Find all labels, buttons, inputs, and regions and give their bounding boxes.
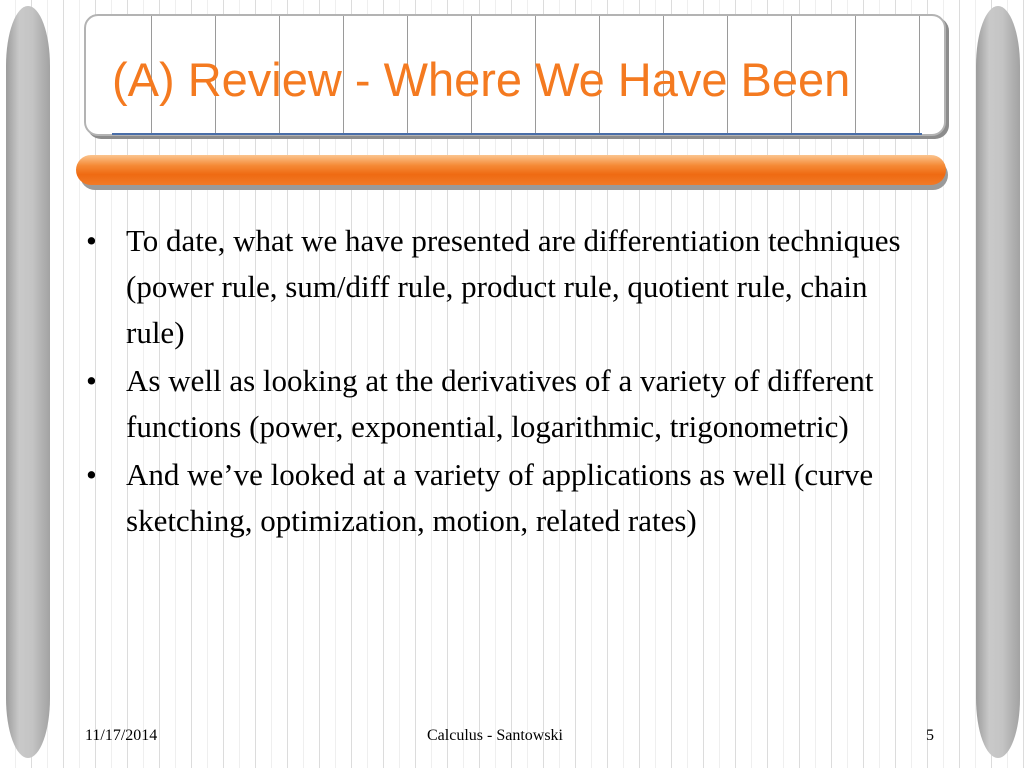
page-number: 5 xyxy=(926,727,934,744)
footer-date: 11/17/2014 xyxy=(85,727,158,744)
bullet-marker: • xyxy=(86,363,97,398)
bullet-text: And we’ve looked at a variety of applications as well (curve sketching, optimization, motion, related rates) xyxy=(126,457,874,538)
footer-title: Calculus - Santowski xyxy=(427,727,563,744)
right-decorative-bar xyxy=(976,6,1020,758)
bullet-text: To date, what we have presented are differentiation techniques (power rule, sum/diff rule, product rule, quotient rule, chain rule) xyxy=(126,223,901,350)
title-underline xyxy=(112,133,922,135)
bullet-list xyxy=(86,218,906,546)
accent-bar xyxy=(76,155,946,185)
bullet-item xyxy=(86,218,906,356)
slide-title: (A) Review - Where We Have Been xyxy=(112,53,851,106)
bullet-item xyxy=(86,358,906,450)
bullet-marker: • xyxy=(86,223,97,258)
bullet-text: As well as looking at the derivatives of a variety of different functions (power, exponential, logarithmic, trigonometric) xyxy=(126,363,874,444)
left-decorative-bar xyxy=(6,6,50,758)
bullet-item xyxy=(86,452,906,544)
bullet-marker: • xyxy=(86,457,97,492)
